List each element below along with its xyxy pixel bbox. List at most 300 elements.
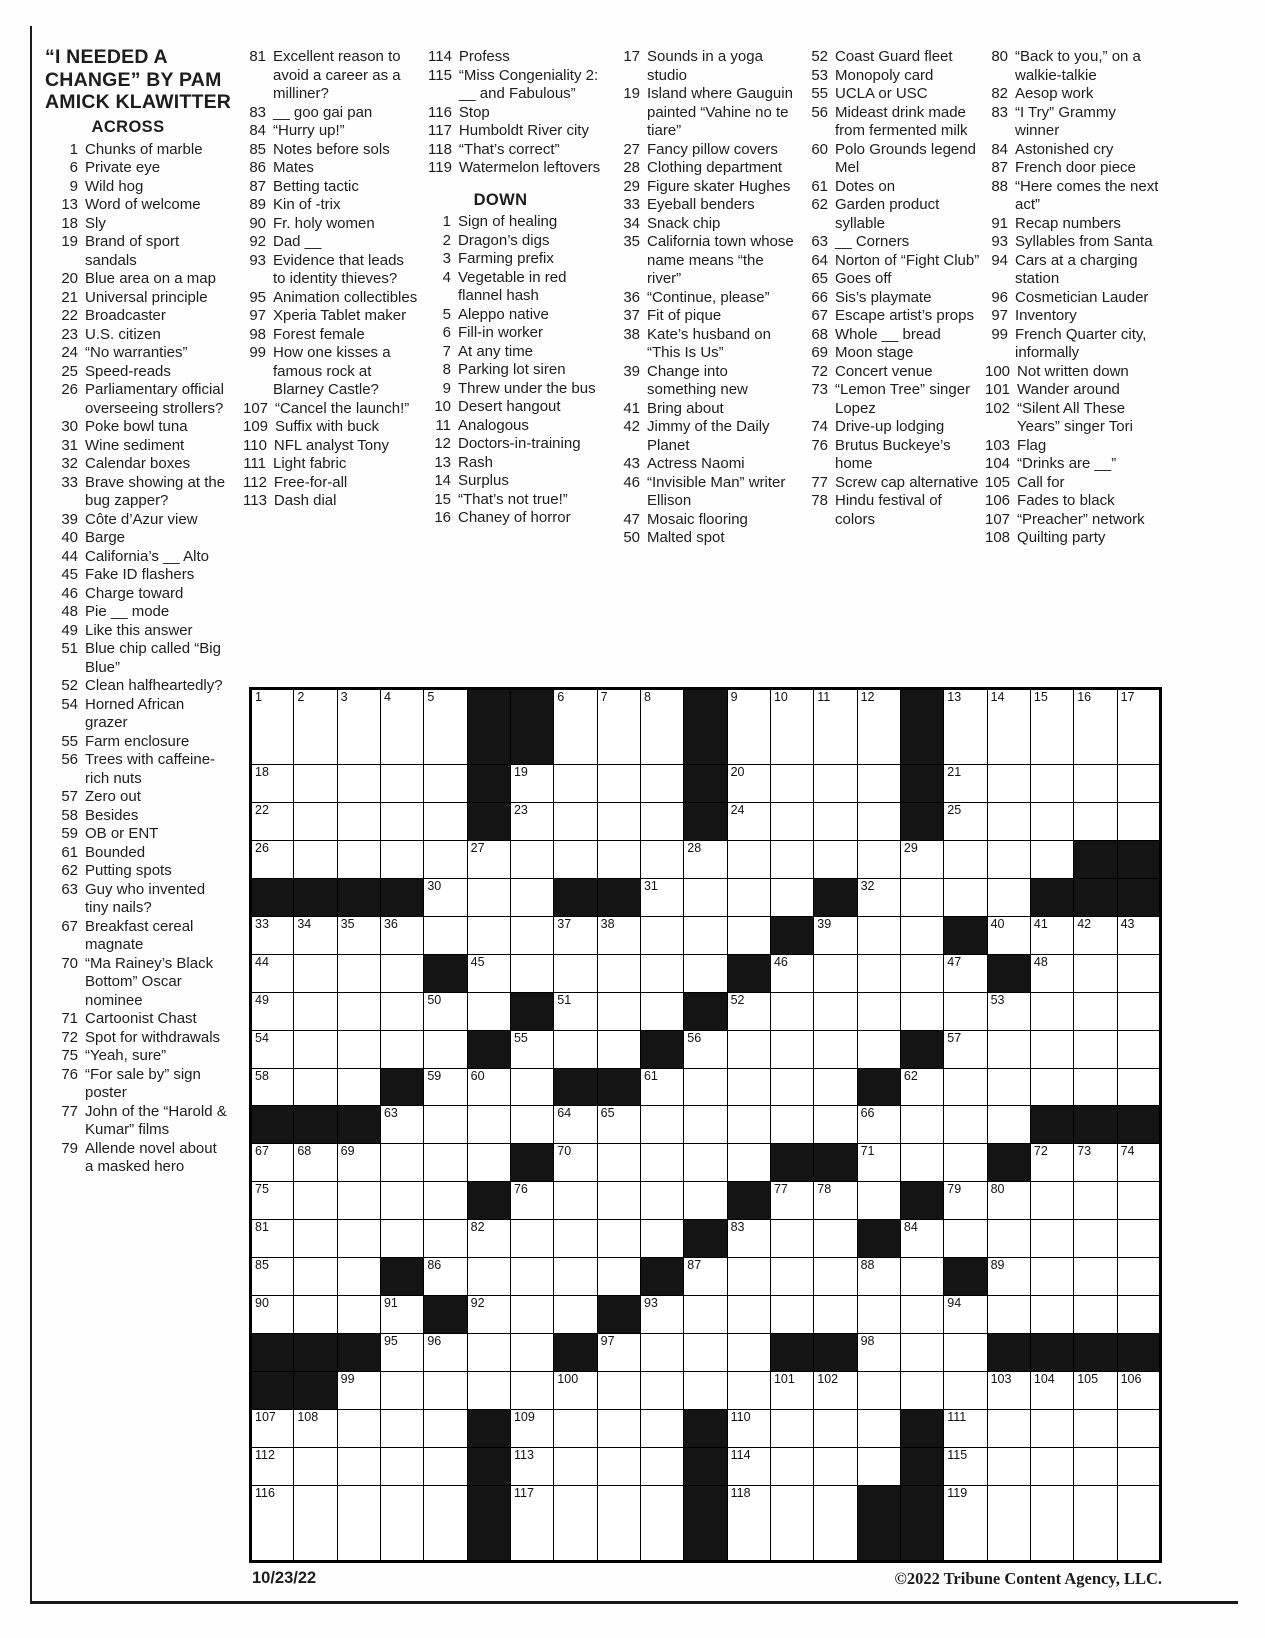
grid-cell[interactable] <box>337 1296 380 1334</box>
grid-cell[interactable] <box>727 1296 770 1334</box>
grid-cell[interactable] <box>770 1030 813 1068</box>
grid-cell[interactable] <box>294 1182 337 1220</box>
grid-cell[interactable] <box>814 916 857 954</box>
grid-cell[interactable] <box>424 1372 467 1410</box>
grid-cell[interactable] <box>640 916 683 954</box>
grid-cell[interactable] <box>467 1372 510 1410</box>
grid-cell[interactable] <box>640 1410 683 1448</box>
grid-cell[interactable] <box>640 1372 683 1410</box>
grid-cell[interactable] <box>727 1068 770 1106</box>
grid-cell[interactable] <box>554 1448 597 1486</box>
grid-cell[interactable] <box>337 689 380 765</box>
grid-cell[interactable] <box>380 1486 423 1562</box>
grid-cell[interactable] <box>684 1068 727 1106</box>
grid-cell[interactable] <box>900 1258 943 1296</box>
grid-cell[interactable] <box>424 878 467 916</box>
grid-cell[interactable] <box>814 954 857 992</box>
grid-cell[interactable] <box>814 1220 857 1258</box>
grid-cell[interactable] <box>380 1106 423 1144</box>
grid-cell[interactable] <box>337 764 380 802</box>
grid-cell[interactable] <box>510 1030 553 1068</box>
grid-cell[interactable] <box>251 1448 294 1486</box>
grid-cell[interactable] <box>510 1182 553 1220</box>
grid-cell[interactable] <box>1030 1410 1073 1448</box>
grid-cell[interactable] <box>380 992 423 1030</box>
grid-cell[interactable] <box>554 992 597 1030</box>
grid-cell[interactable] <box>424 1334 467 1372</box>
grid-cell[interactable] <box>684 1296 727 1334</box>
grid-cell[interactable] <box>1030 689 1073 765</box>
grid-cell[interactable] <box>727 1334 770 1372</box>
grid-cell[interactable] <box>814 689 857 765</box>
grid-cell[interactable] <box>640 1144 683 1182</box>
grid-cell[interactable] <box>1117 1372 1160 1410</box>
grid-cell[interactable] <box>554 1030 597 1068</box>
grid-cell[interactable] <box>251 1258 294 1296</box>
grid-cell[interactable] <box>1074 1220 1117 1258</box>
grid-cell[interactable] <box>770 1258 813 1296</box>
grid-cell[interactable] <box>597 1448 640 1486</box>
grid-cell[interactable] <box>1030 1448 1073 1486</box>
grid-cell[interactable] <box>1074 1410 1117 1448</box>
grid-cell[interactable] <box>554 1144 597 1182</box>
grid-cell[interactable] <box>814 1258 857 1296</box>
grid-cell[interactable] <box>987 1258 1030 1296</box>
grid-cell[interactable] <box>770 764 813 802</box>
grid-cell[interactable] <box>900 954 943 992</box>
grid-cell[interactable] <box>337 1182 380 1220</box>
grid-cell[interactable] <box>857 992 900 1030</box>
grid-cell[interactable] <box>944 840 987 878</box>
grid-cell[interactable] <box>510 1296 553 1334</box>
grid-cell[interactable] <box>510 878 553 916</box>
grid-cell[interactable] <box>510 1410 553 1448</box>
grid-cell[interactable] <box>1074 1068 1117 1106</box>
grid-cell[interactable] <box>251 1144 294 1182</box>
grid-cell[interactable] <box>857 1106 900 1144</box>
grid-cell[interactable] <box>944 992 987 1030</box>
grid-cell[interactable] <box>1117 1030 1160 1068</box>
grid-cell[interactable] <box>597 1334 640 1372</box>
grid-cell[interactable] <box>597 1220 640 1258</box>
grid-cell[interactable] <box>944 1410 987 1448</box>
grid-cell[interactable] <box>640 878 683 916</box>
grid-cell[interactable] <box>770 992 813 1030</box>
grid-cell[interactable] <box>597 1372 640 1410</box>
grid-cell[interactable] <box>944 764 987 802</box>
grid-cell[interactable] <box>1030 954 1073 992</box>
grid-cell[interactable] <box>294 916 337 954</box>
grid-cell[interactable] <box>987 916 1030 954</box>
grid-cell[interactable] <box>554 1372 597 1410</box>
grid-cell[interactable] <box>294 1030 337 1068</box>
grid-cell[interactable] <box>684 1258 727 1296</box>
grid-cell[interactable] <box>337 916 380 954</box>
grid-cell[interactable] <box>1117 1410 1160 1448</box>
grid-cell[interactable] <box>337 1372 380 1410</box>
grid-cell[interactable] <box>900 916 943 954</box>
grid-cell[interactable] <box>467 1106 510 1144</box>
grid-cell[interactable] <box>337 802 380 840</box>
grid-cell[interactable] <box>337 1068 380 1106</box>
grid-cell[interactable] <box>857 802 900 840</box>
grid-cell[interactable] <box>770 840 813 878</box>
grid-cell[interactable] <box>597 1258 640 1296</box>
grid-cell[interactable] <box>857 1182 900 1220</box>
grid-cell[interactable] <box>251 1220 294 1258</box>
grid-cell[interactable] <box>1074 1296 1117 1334</box>
grid-cell[interactable] <box>640 1106 683 1144</box>
grid-cell[interactable] <box>770 878 813 916</box>
grid-cell[interactable] <box>944 802 987 840</box>
grid-cell[interactable] <box>510 954 553 992</box>
grid-cell[interactable] <box>1030 992 1073 1030</box>
grid-cell[interactable] <box>684 954 727 992</box>
grid-cell[interactable] <box>1117 1068 1160 1106</box>
grid-cell[interactable] <box>1030 1220 1073 1258</box>
grid-cell[interactable] <box>814 1372 857 1410</box>
grid-cell[interactable] <box>987 1372 1030 1410</box>
grid-cell[interactable] <box>294 802 337 840</box>
grid-cell[interactable] <box>424 1448 467 1486</box>
grid-cell[interactable] <box>294 1144 337 1182</box>
grid-cell[interactable] <box>944 1182 987 1220</box>
grid-cell[interactable] <box>727 1030 770 1068</box>
grid-cell[interactable] <box>337 1030 380 1068</box>
grid-cell[interactable] <box>987 1182 1030 1220</box>
grid-cell[interactable] <box>814 992 857 1030</box>
grid-cell[interactable] <box>640 840 683 878</box>
grid-cell[interactable] <box>294 689 337 765</box>
grid-cell[interactable] <box>1030 1144 1073 1182</box>
grid-cell[interactable] <box>424 802 467 840</box>
grid-cell[interactable] <box>467 1068 510 1106</box>
grid-cell[interactable] <box>294 1068 337 1106</box>
grid-cell[interactable] <box>944 954 987 992</box>
grid-cell[interactable] <box>900 1372 943 1410</box>
grid-cell[interactable] <box>944 1144 987 1182</box>
grid-cell[interactable] <box>944 689 987 765</box>
grid-cell[interactable] <box>770 1068 813 1106</box>
grid-cell[interactable] <box>640 1220 683 1258</box>
grid-cell[interactable] <box>467 916 510 954</box>
grid-cell[interactable] <box>380 1372 423 1410</box>
grid-cell[interactable] <box>554 1106 597 1144</box>
grid-cell[interactable] <box>987 1220 1030 1258</box>
grid-cell[interactable] <box>684 1334 727 1372</box>
grid-cell[interactable] <box>727 878 770 916</box>
grid-cell[interactable] <box>857 689 900 765</box>
grid-cell[interactable] <box>1117 1144 1160 1182</box>
grid-cell[interactable] <box>1074 916 1117 954</box>
grid-cell[interactable] <box>987 689 1030 765</box>
grid-cell[interactable] <box>1074 1144 1117 1182</box>
grid-cell[interactable] <box>1030 1258 1073 1296</box>
grid-cell[interactable] <box>944 1030 987 1068</box>
grid-cell[interactable] <box>987 1030 1030 1068</box>
grid-cell[interactable] <box>467 1144 510 1182</box>
grid-cell[interactable] <box>1074 1182 1117 1220</box>
grid-cell[interactable] <box>944 1220 987 1258</box>
grid-cell[interactable] <box>770 1220 813 1258</box>
grid-cell[interactable] <box>1117 992 1160 1030</box>
grid-cell[interactable] <box>1074 1258 1117 1296</box>
grid-cell[interactable] <box>900 1296 943 1334</box>
grid-cell[interactable] <box>1117 1448 1160 1486</box>
grid-cell[interactable] <box>337 1448 380 1486</box>
grid-cell[interactable] <box>380 840 423 878</box>
grid-cell[interactable] <box>1117 916 1160 954</box>
grid-cell[interactable] <box>944 1296 987 1334</box>
grid-cell[interactable] <box>814 840 857 878</box>
grid-cell[interactable] <box>900 878 943 916</box>
grid-cell[interactable] <box>684 878 727 916</box>
grid-cell[interactable] <box>770 1448 813 1486</box>
grid-cell[interactable] <box>380 1182 423 1220</box>
grid-cell[interactable] <box>380 689 423 765</box>
grid-cell[interactable] <box>380 1220 423 1258</box>
grid-cell[interactable] <box>640 1486 683 1562</box>
grid-cell[interactable] <box>814 1410 857 1448</box>
grid-cell[interactable] <box>944 1448 987 1486</box>
grid-cell[interactable] <box>554 1182 597 1220</box>
grid-cell[interactable] <box>640 802 683 840</box>
grid-cell[interactable] <box>987 878 1030 916</box>
grid-cell[interactable] <box>380 1030 423 1068</box>
grid-cell[interactable] <box>597 916 640 954</box>
grid-cell[interactable] <box>294 992 337 1030</box>
grid-cell[interactable] <box>944 878 987 916</box>
grid-cell[interactable] <box>510 1486 553 1562</box>
grid-cell[interactable] <box>814 1030 857 1068</box>
grid-cell[interactable] <box>814 802 857 840</box>
grid-cell[interactable] <box>294 954 337 992</box>
grid-cell[interactable] <box>770 1296 813 1334</box>
grid-cell[interactable] <box>1030 1486 1073 1562</box>
grid-cell[interactable] <box>337 992 380 1030</box>
grid-cell[interactable] <box>294 1410 337 1448</box>
grid-cell[interactable] <box>1074 1486 1117 1562</box>
grid-cell[interactable] <box>1074 689 1117 765</box>
grid-cell[interactable] <box>424 1258 467 1296</box>
grid-cell[interactable] <box>987 1106 1030 1144</box>
grid-cell[interactable] <box>380 916 423 954</box>
grid-cell[interactable] <box>640 689 683 765</box>
grid-cell[interactable] <box>684 1372 727 1410</box>
grid-cell[interactable] <box>1030 1030 1073 1068</box>
grid-cell[interactable] <box>251 840 294 878</box>
grid-cell[interactable] <box>597 1030 640 1068</box>
grid-cell[interactable] <box>424 1182 467 1220</box>
grid-cell[interactable] <box>727 916 770 954</box>
grid-cell[interactable] <box>770 1410 813 1448</box>
grid-cell[interactable] <box>857 840 900 878</box>
grid-cell[interactable] <box>424 1410 467 1448</box>
grid-cell[interactable] <box>684 916 727 954</box>
grid-cell[interactable] <box>857 1296 900 1334</box>
grid-cell[interactable] <box>597 689 640 765</box>
grid-cell[interactable] <box>467 992 510 1030</box>
grid-cell[interactable] <box>467 1296 510 1334</box>
grid-cell[interactable] <box>251 954 294 992</box>
grid-cell[interactable] <box>1030 1372 1073 1410</box>
grid-cell[interactable] <box>467 840 510 878</box>
grid-cell[interactable] <box>944 1106 987 1144</box>
grid-cell[interactable] <box>424 840 467 878</box>
grid-cell[interactable] <box>770 689 813 765</box>
grid-cell[interactable] <box>424 1144 467 1182</box>
grid-cell[interactable] <box>814 1486 857 1562</box>
grid-cell[interactable] <box>857 764 900 802</box>
grid-cell[interactable] <box>1074 764 1117 802</box>
grid-cell[interactable] <box>857 1030 900 1068</box>
grid-cell[interactable] <box>857 1258 900 1296</box>
grid-cell[interactable] <box>251 1068 294 1106</box>
grid-cell[interactable] <box>251 764 294 802</box>
grid-cell[interactable] <box>597 840 640 878</box>
grid-cell[interactable] <box>944 1068 987 1106</box>
grid-cell[interactable] <box>597 1182 640 1220</box>
grid-cell[interactable] <box>1117 1182 1160 1220</box>
grid-cell[interactable] <box>251 1182 294 1220</box>
grid-cell[interactable] <box>770 1182 813 1220</box>
grid-cell[interactable] <box>727 802 770 840</box>
grid-cell[interactable] <box>337 1258 380 1296</box>
grid-cell[interactable] <box>727 764 770 802</box>
grid-cell[interactable] <box>1030 1068 1073 1106</box>
grid-cell[interactable] <box>987 840 1030 878</box>
grid-cell[interactable] <box>640 764 683 802</box>
grid-cell[interactable] <box>944 1486 987 1562</box>
grid-cell[interactable] <box>380 802 423 840</box>
grid-cell[interactable] <box>814 1106 857 1144</box>
grid-cell[interactable] <box>987 1068 1030 1106</box>
grid-cell[interactable] <box>424 1106 467 1144</box>
grid-cell[interactable] <box>1074 954 1117 992</box>
grid-cell[interactable] <box>1074 802 1117 840</box>
grid-cell[interactable] <box>1117 689 1160 765</box>
grid-cell[interactable] <box>337 1410 380 1448</box>
grid-cell[interactable] <box>294 1296 337 1334</box>
grid-cell[interactable] <box>814 764 857 802</box>
grid-cell[interactable] <box>727 1486 770 1562</box>
grid-cell[interactable] <box>1030 840 1073 878</box>
grid-cell[interactable] <box>900 1220 943 1258</box>
grid-cell[interactable] <box>640 1296 683 1334</box>
grid-cell[interactable] <box>944 1372 987 1410</box>
grid-cell[interactable] <box>1117 1220 1160 1258</box>
grid-cell[interactable] <box>640 954 683 992</box>
grid-cell[interactable] <box>814 1296 857 1334</box>
grid-cell[interactable] <box>1030 802 1073 840</box>
grid-cell[interactable] <box>987 1296 1030 1334</box>
grid-cell[interactable] <box>900 1334 943 1372</box>
grid-cell[interactable] <box>857 1372 900 1410</box>
grid-cell[interactable] <box>294 1486 337 1562</box>
grid-cell[interactable] <box>640 1182 683 1220</box>
grid-cell[interactable] <box>1117 954 1160 992</box>
grid-cell[interactable] <box>684 1182 727 1220</box>
grid-cell[interactable] <box>380 764 423 802</box>
grid-cell[interactable] <box>424 689 467 765</box>
grid-cell[interactable] <box>987 1486 1030 1562</box>
grid-cell[interactable] <box>640 1448 683 1486</box>
grid-cell[interactable] <box>857 954 900 992</box>
grid-cell[interactable] <box>337 1486 380 1562</box>
grid-cell[interactable] <box>251 1030 294 1068</box>
grid-cell[interactable] <box>554 916 597 954</box>
grid-cell[interactable] <box>1117 1258 1160 1296</box>
grid-cell[interactable] <box>337 1220 380 1258</box>
grid-cell[interactable] <box>510 764 553 802</box>
grid-cell[interactable] <box>857 1334 900 1372</box>
grid-cell[interactable] <box>727 1258 770 1296</box>
grid-cell[interactable] <box>684 1106 727 1144</box>
grid-cell[interactable] <box>251 992 294 1030</box>
grid-cell[interactable] <box>424 764 467 802</box>
grid-cell[interactable] <box>684 1030 727 1068</box>
grid-cell[interactable] <box>900 1068 943 1106</box>
grid-cell[interactable] <box>597 1144 640 1182</box>
grid-cell[interactable] <box>467 1220 510 1258</box>
grid-cell[interactable] <box>727 1220 770 1258</box>
grid-cell[interactable] <box>1117 802 1160 840</box>
grid-cell[interactable] <box>424 1030 467 1068</box>
grid-cell[interactable] <box>251 802 294 840</box>
grid-cell[interactable] <box>424 1068 467 1106</box>
grid-cell[interactable] <box>294 840 337 878</box>
grid-cell[interactable] <box>987 1410 1030 1448</box>
grid-cell[interactable] <box>510 840 553 878</box>
grid-cell[interactable] <box>1074 992 1117 1030</box>
grid-cell[interactable] <box>770 1106 813 1144</box>
grid-cell[interactable] <box>770 1372 813 1410</box>
grid-cell[interactable] <box>424 1486 467 1562</box>
grid-cell[interactable] <box>251 1486 294 1562</box>
grid-cell[interactable] <box>1030 916 1073 954</box>
grid-cell[interactable] <box>467 878 510 916</box>
grid-cell[interactable] <box>770 802 813 840</box>
grid-cell[interactable] <box>597 954 640 992</box>
grid-cell[interactable] <box>814 1448 857 1486</box>
grid-cell[interactable] <box>597 802 640 840</box>
grid-cell[interactable] <box>554 1258 597 1296</box>
grid-cell[interactable] <box>251 1410 294 1448</box>
grid-cell[interactable] <box>294 1448 337 1486</box>
grid-cell[interactable] <box>510 1372 553 1410</box>
grid-cell[interactable] <box>727 1106 770 1144</box>
grid-cell[interactable] <box>294 764 337 802</box>
grid-cell[interactable] <box>727 840 770 878</box>
grid-cell[interactable] <box>1074 1448 1117 1486</box>
grid-cell[interactable] <box>424 992 467 1030</box>
grid-cell[interactable] <box>727 992 770 1030</box>
grid-cell[interactable] <box>684 1144 727 1182</box>
grid-cell[interactable] <box>900 992 943 1030</box>
grid-cell[interactable] <box>987 992 1030 1030</box>
grid-cell[interactable] <box>554 1220 597 1258</box>
grid-cell[interactable] <box>337 954 380 992</box>
grid-cell[interactable] <box>900 1106 943 1144</box>
grid-cell[interactable] <box>1030 1182 1073 1220</box>
grid-cell[interactable] <box>380 1448 423 1486</box>
grid-cell[interactable] <box>1030 764 1073 802</box>
grid-cell[interactable] <box>380 1410 423 1448</box>
grid-cell[interactable] <box>640 1334 683 1372</box>
grid-cell[interactable] <box>857 1410 900 1448</box>
grid-cell[interactable] <box>597 1106 640 1144</box>
grid-cell[interactable] <box>554 1486 597 1562</box>
